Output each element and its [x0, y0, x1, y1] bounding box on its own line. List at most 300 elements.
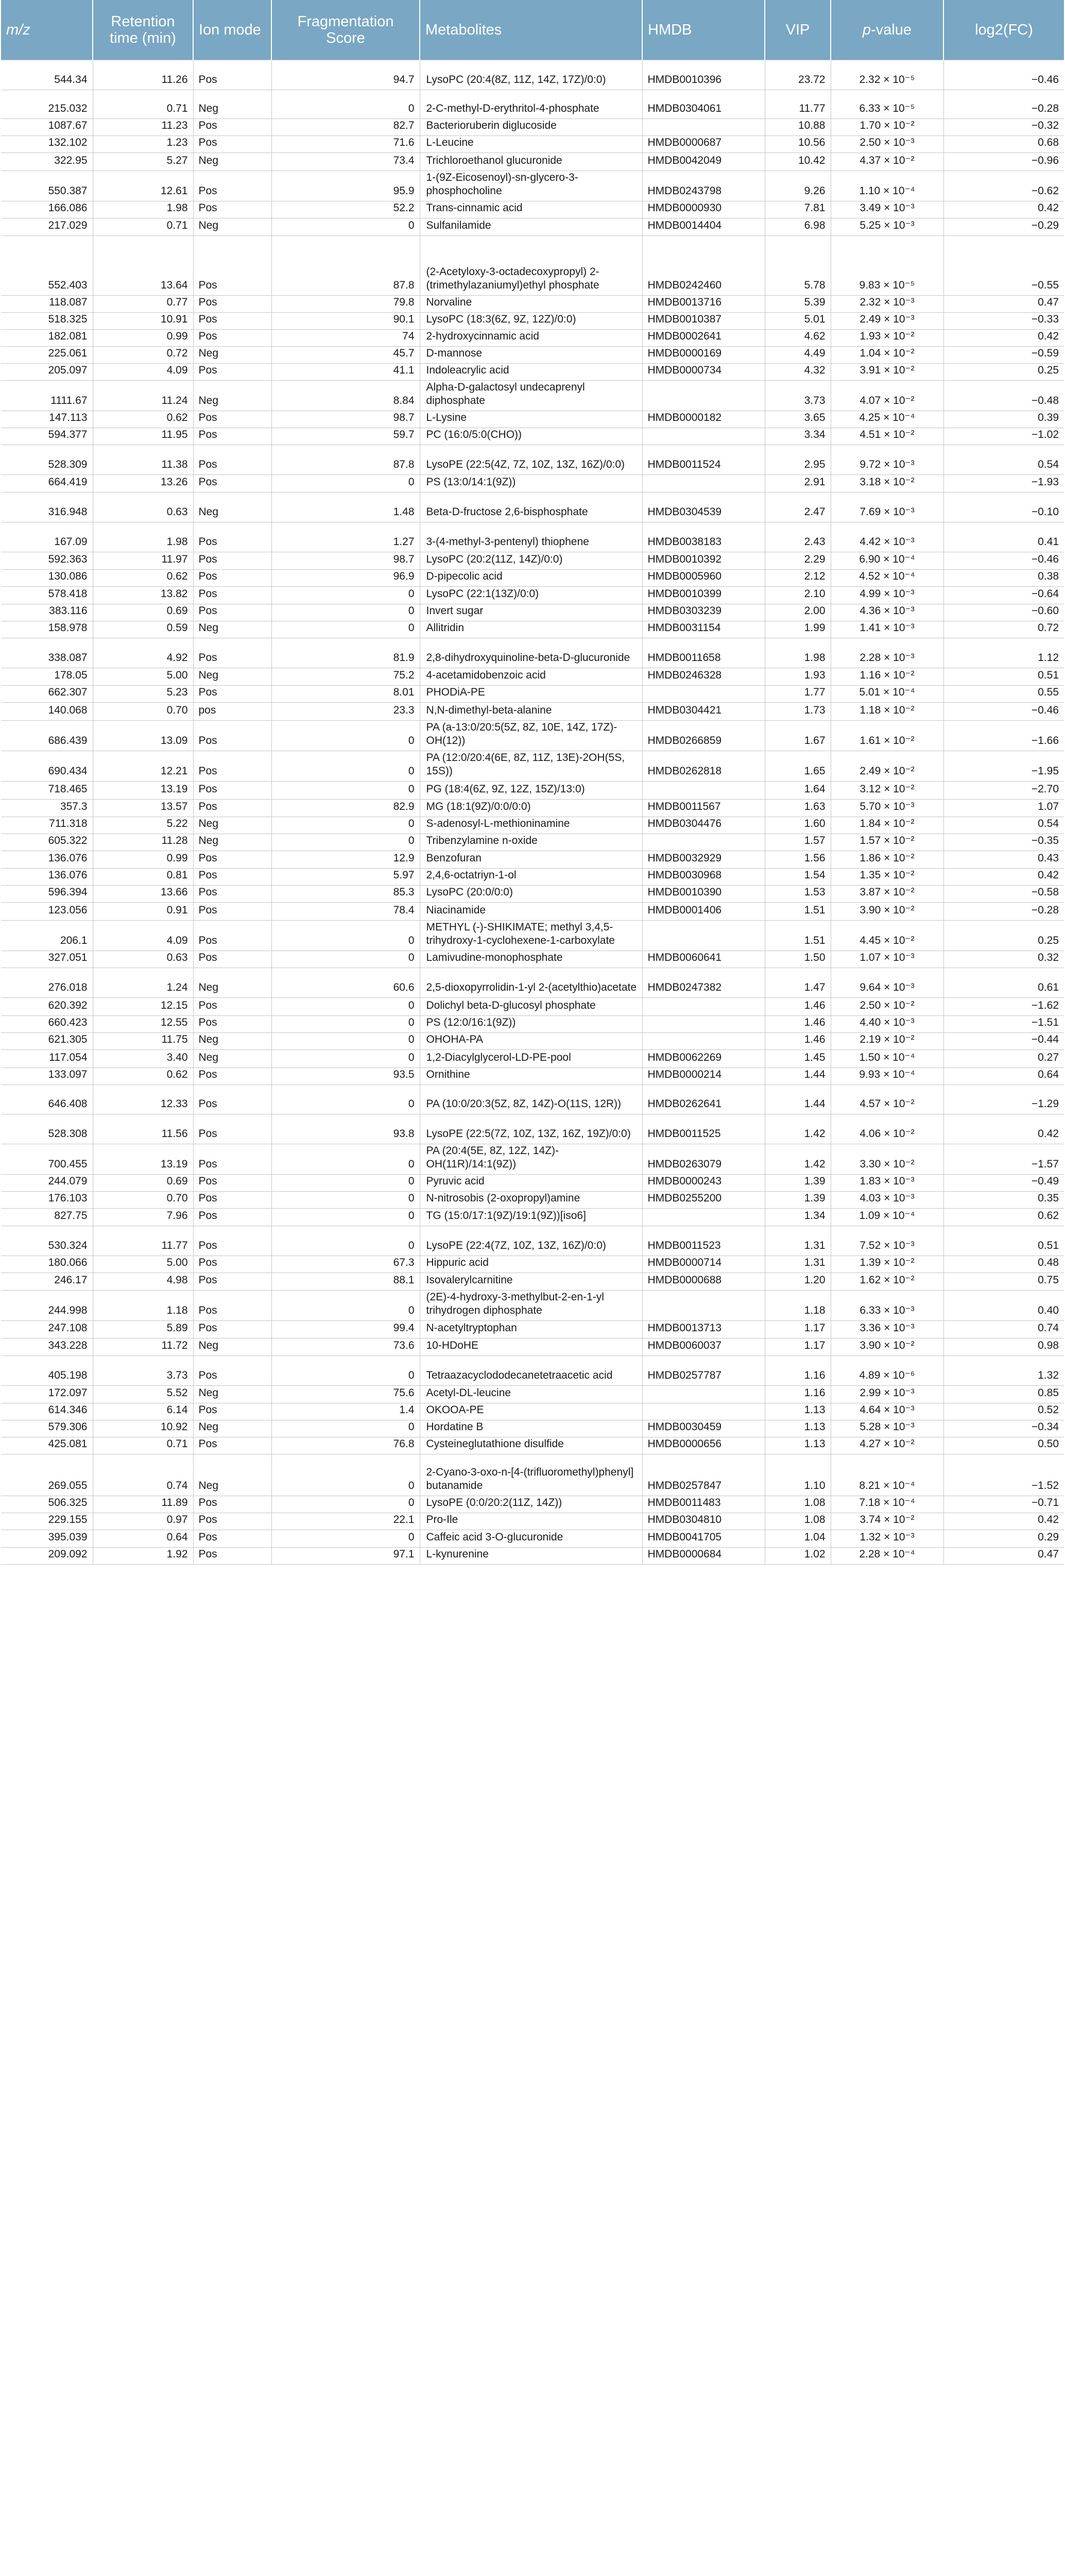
- cell-ion-mode: Pos: [193, 685, 271, 702]
- cell-p-value: 3.74 × 10⁻²: [831, 1513, 943, 1530]
- cell-ion-mode: Pos: [193, 235, 271, 295]
- cell-metabolite: LysoPC (18:3(6Z, 9Z, 12Z)/0:0): [420, 312, 642, 329]
- cell-p-value: 4.40 × 10⁻³: [831, 1015, 943, 1032]
- cell-fragmentation-score: 0: [271, 781, 420, 799]
- cell-mz: 269.055: [1, 1454, 93, 1496]
- cell-fragmentation-score: 0: [271, 1032, 420, 1049]
- cell-vip: 9.26: [765, 171, 831, 201]
- cell-mz: 246.17: [1, 1273, 93, 1290]
- cell-retention-time: 5.00: [93, 1256, 193, 1273]
- cell-retention-time: 0.71: [93, 218, 193, 235]
- cell-hmdb: HMDB0011658: [642, 638, 765, 668]
- table-row: [1, 868, 1064, 885]
- cell-log2fc: 0.35: [943, 1191, 1064, 1208]
- cell-p-value: 3.18 × 10⁻²: [831, 474, 943, 492]
- cell-fragmentation-score: 1.4: [271, 1403, 420, 1420]
- cell-metabolite: PA (12:0/20:4(6E, 8Z, 11Z, 13E)-2OH(5S, 15S)): [420, 751, 642, 781]
- cell-ion-mode: Pos: [193, 1496, 271, 1513]
- cell-p-value: 5.28 × 10⁻³: [831, 1420, 943, 1437]
- cell-metabolite: PG (18:4(6Z, 9Z, 12Z, 15Z)/13:0): [420, 781, 642, 799]
- cell-fragmentation-score: 73.4: [271, 152, 420, 171]
- cell-fragmentation-score: 76.8: [271, 1437, 420, 1454]
- cell-log2fc: 1.32: [943, 1355, 1064, 1385]
- cell-retention-time: 1.98: [93, 201, 193, 218]
- cell-log2fc: 0.98: [943, 1338, 1064, 1355]
- table-row: [1, 90, 1064, 118]
- cell-p-value: 9.83 × 10⁻⁵: [831, 235, 943, 295]
- cell-mz: 518.325: [1, 312, 93, 329]
- cell-hmdb: HMDB0000214: [642, 1067, 765, 1084]
- cell-fragmentation-score: 95.9: [271, 171, 420, 201]
- cell-metabolite: Invert sugar: [420, 604, 642, 621]
- cell-ion-mode: Pos: [193, 1174, 271, 1191]
- table-row: [1, 492, 1064, 522]
- cell-metabolite: Hordatine B: [420, 1420, 642, 1437]
- table-row: [1, 1049, 1064, 1067]
- cell-retention-time: 0.71: [93, 1437, 193, 1454]
- cell-vip: 1.56: [765, 851, 831, 868]
- cell-ion-mode: Pos: [193, 799, 271, 817]
- cell-log2fc: −0.33: [943, 312, 1064, 329]
- cell-p-value: 2.32 × 10⁻⁵: [831, 60, 943, 90]
- cell-mz: 605.322: [1, 834, 93, 851]
- cell-p-value: 1.10 × 10⁻⁴: [831, 171, 943, 201]
- cell-vip: 1.73: [765, 702, 831, 720]
- cell-p-value: 7.52 × 10⁻³: [831, 1226, 943, 1256]
- cell-hmdb: [642, 380, 765, 411]
- cell-fragmentation-score: 0: [271, 621, 420, 638]
- cell-log2fc: −1.51: [943, 1015, 1064, 1032]
- cell-ion-mode: Neg: [193, 1032, 271, 1049]
- cell-metabolite: LysoPE (0:0/20:2(11Z, 14Z)): [420, 1496, 642, 1513]
- table-row: [1, 1256, 1064, 1273]
- cell-metabolite: L-Leucine: [420, 135, 642, 152]
- cell-mz: 711.318: [1, 817, 93, 834]
- cell-log2fc: 0.42: [943, 329, 1064, 346]
- cell-log2fc: 0.42: [943, 1114, 1064, 1144]
- cell-hmdb: HMDB0304476: [642, 817, 765, 834]
- cell-log2fc: −0.44: [943, 1032, 1064, 1049]
- table-row: [1, 638, 1064, 668]
- cell-p-value: 3.90 × 10⁻²: [831, 1338, 943, 1355]
- cell-hmdb: HMDB0011525: [642, 1114, 765, 1144]
- cell-ion-mode: Neg: [193, 1338, 271, 1355]
- cell-vip: 1.10: [765, 1454, 831, 1496]
- cell-fragmentation-score: 1.27: [271, 522, 420, 552]
- cell-fragmentation-score: 0: [271, 1208, 420, 1226]
- cell-vip: 23.72: [765, 60, 831, 90]
- cell-metabolite: LysoPE (22:5(7Z, 10Z, 13Z, 16Z, 19Z)/0:0): [420, 1114, 642, 1144]
- cell-fragmentation-score: 0: [271, 1496, 420, 1513]
- cell-vip: 1.16: [765, 1355, 831, 1385]
- cell-mz: 244.079: [1, 1174, 93, 1191]
- cell-metabolite: (2E)-4-hydroxy-3-methylbut-2-en-1-yl trihydrogen diphosphate: [420, 1290, 642, 1320]
- cell-metabolite: PS (12:0/16:1(9Z)): [420, 1015, 642, 1032]
- table-row: [1, 346, 1064, 363]
- cell-metabolite: Trans-cinnamic acid: [420, 201, 642, 218]
- cell-fragmentation-score: 0: [271, 604, 420, 621]
- cell-ion-mode: Pos: [193, 295, 271, 312]
- cell-log2fc: −0.64: [943, 586, 1064, 604]
- cell-hmdb: HMDB0304810: [642, 1513, 765, 1530]
- cell-p-value: 4.27 × 10⁻²: [831, 1437, 943, 1454]
- cell-mz: 530.324: [1, 1226, 93, 1256]
- cell-log2fc: −1.93: [943, 474, 1064, 492]
- cell-hmdb: HMDB0304061: [642, 90, 765, 118]
- cell-hmdb: HMDB0014404: [642, 218, 765, 235]
- cell-mz: 528.309: [1, 445, 93, 474]
- header-vip: VIP: [765, 0, 831, 60]
- cell-retention-time: 13.64: [93, 235, 193, 295]
- cell-fragmentation-score: 98.7: [271, 552, 420, 569]
- cell-fragmentation-score: 0: [271, 474, 420, 492]
- cell-hmdb: [642, 1208, 765, 1226]
- cell-hmdb: HMDB0303239: [642, 604, 765, 621]
- cell-hmdb: HMDB0011483: [642, 1496, 765, 1513]
- cell-metabolite: 2,8-dihydroxyquinoline-beta-D-glucuronide: [420, 638, 642, 668]
- table-row: [1, 329, 1064, 346]
- cell-metabolite: TG (15:0/17:1(9Z)/19:1(9Z))[iso6]: [420, 1208, 642, 1226]
- cell-hmdb: HMDB0041705: [642, 1530, 765, 1547]
- cell-log2fc: −1.57: [943, 1144, 1064, 1174]
- cell-p-value: 4.57 × 10⁻²: [831, 1084, 943, 1114]
- cell-fragmentation-score: 0: [271, 586, 420, 604]
- table-row: [1, 720, 1064, 751]
- cell-ion-mode: Pos: [193, 201, 271, 218]
- cell-retention-time: 0.63: [93, 492, 193, 522]
- cell-metabolite: Pro-Ile: [420, 1513, 642, 1530]
- cell-ion-mode: Pos: [193, 363, 271, 380]
- cell-p-value: 4.37 × 10⁻²: [831, 152, 943, 171]
- cell-fragmentation-score: 0: [271, 1015, 420, 1032]
- cell-metabolite: D-mannose: [420, 346, 642, 363]
- cell-ion-mode: Pos: [193, 638, 271, 668]
- cell-vip: 1.64: [765, 781, 831, 799]
- cell-hmdb: HMDB0011524: [642, 445, 765, 474]
- cell-metabolite: PA (20:4(5E, 8Z, 12Z, 14Z)-OH(11R)/14:1(9Z)): [420, 1144, 642, 1174]
- cell-p-value: 9.93 × 10⁻⁴: [831, 1067, 943, 1084]
- cell-fragmentation-score: 0: [271, 1530, 420, 1547]
- cell-retention-time: 0.99: [93, 851, 193, 868]
- cell-hmdb: HMDB0255200: [642, 1191, 765, 1208]
- header-hmdb: HMDB: [642, 0, 765, 60]
- cell-vip: 7.81: [765, 201, 831, 218]
- cell-retention-time: 5.52: [93, 1385, 193, 1403]
- cell-fragmentation-score: 60.6: [271, 968, 420, 997]
- table-row: [1, 1290, 1064, 1320]
- cell-fragmentation-score: 93.8: [271, 1114, 420, 1144]
- cell-ion-mode: Neg: [193, 218, 271, 235]
- cell-log2fc: 0.43: [943, 851, 1064, 868]
- cell-log2fc: 0.54: [943, 445, 1064, 474]
- cell-vip: 1.16: [765, 1385, 831, 1403]
- cell-log2fc: −0.46: [943, 552, 1064, 569]
- table-row: [1, 781, 1064, 799]
- cell-metabolite: PHODiA-PE: [420, 685, 642, 702]
- cell-mz: 544.34: [1, 60, 93, 90]
- cell-hmdb: HMDB0010399: [642, 586, 765, 604]
- cell-fragmentation-score: 0: [271, 1454, 420, 1496]
- cell-fragmentation-score: 0: [271, 1290, 420, 1320]
- cell-retention-time: 0.74: [93, 1454, 193, 1496]
- cell-metabolite: LysoPC (20:2(11Z, 14Z)/0:0): [420, 552, 642, 569]
- cell-retention-time: 11.77: [93, 1226, 193, 1256]
- cell-mz: 209.092: [1, 1547, 93, 1564]
- cell-vip: 1.18: [765, 1290, 831, 1320]
- cell-vip: 1.46: [765, 1015, 831, 1032]
- cell-metabolite: Lamivudine-monophosphate: [420, 951, 642, 968]
- cell-vip: 1.57: [765, 834, 831, 851]
- table-row: [1, 522, 1064, 552]
- header-metabolites: Metabolites: [420, 0, 642, 60]
- cell-hmdb: HMDB0263079: [642, 1144, 765, 1174]
- cell-vip: 1.39: [765, 1191, 831, 1208]
- table-row: [1, 474, 1064, 492]
- cell-hmdb: HMDB0304539: [642, 492, 765, 522]
- cell-retention-time: 13.09: [93, 720, 193, 751]
- cell-p-value: 1.41 × 10⁻³: [831, 621, 943, 638]
- cell-metabolite: N,N-dimethyl-beta-alanine: [420, 702, 642, 720]
- cell-fragmentation-score: 99.4: [271, 1320, 420, 1338]
- cell-ion-mode: Pos: [193, 1067, 271, 1084]
- table-row: [1, 60, 1064, 90]
- cell-mz: 316.948: [1, 492, 93, 522]
- cell-retention-time: 5.89: [93, 1320, 193, 1338]
- cell-mz: 327.051: [1, 951, 93, 968]
- cell-p-value: 1.09 × 10⁻⁴: [831, 1208, 943, 1226]
- cell-ion-mode: Pos: [193, 118, 271, 135]
- cell-mz: 338.087: [1, 638, 93, 668]
- cell-vip: 10.88: [765, 118, 831, 135]
- cell-vip: 1.31: [765, 1256, 831, 1273]
- cell-log2fc: −0.59: [943, 346, 1064, 363]
- cell-fragmentation-score: 93.5: [271, 1067, 420, 1084]
- table-row: [1, 834, 1064, 851]
- header-row: [1, 0, 1064, 60]
- cell-vip: 2.29: [765, 552, 831, 569]
- cell-vip: 4.62: [765, 329, 831, 346]
- cell-hmdb: [642, 920, 765, 951]
- cell-mz: 395.039: [1, 1530, 93, 1547]
- cell-hmdb: HMDB0010396: [642, 60, 765, 90]
- cell-ion-mode: Pos: [193, 720, 271, 751]
- cell-log2fc: −1.29: [943, 1084, 1064, 1114]
- cell-ion-mode: Pos: [193, 997, 271, 1015]
- cell-ion-mode: Pos: [193, 1015, 271, 1032]
- cell-ion-mode: Pos: [193, 604, 271, 621]
- cell-fragmentation-score: 96.9: [271, 569, 420, 586]
- cell-fragmentation-score: 8.84: [271, 380, 420, 411]
- cell-retention-time: 4.09: [93, 363, 193, 380]
- cell-log2fc: 0.54: [943, 817, 1064, 834]
- table-row: [1, 1144, 1064, 1174]
- cell-vip: 5.78: [765, 235, 831, 295]
- cell-vip: 1.34: [765, 1208, 831, 1226]
- cell-vip: 11.77: [765, 90, 831, 118]
- cell-fragmentation-score: 45.7: [271, 346, 420, 363]
- metabolite-table: [1, 0, 1064, 1565]
- cell-mz: 592.363: [1, 552, 93, 569]
- cell-metabolite: D-pipecolic acid: [420, 569, 642, 586]
- cell-mz: 158.978: [1, 621, 93, 638]
- cell-retention-time: 11.28: [93, 834, 193, 851]
- cell-vip: 1.46: [765, 1032, 831, 1049]
- table-row: [1, 902, 1064, 920]
- cell-ion-mode: Pos: [193, 1114, 271, 1144]
- cell-ion-mode: Pos: [193, 951, 271, 968]
- cell-p-value: 4.42 × 10⁻³: [831, 522, 943, 552]
- cell-hmdb: HMDB0011523: [642, 1226, 765, 1256]
- table-row: [1, 1015, 1064, 1032]
- cell-retention-time: 13.66: [93, 885, 193, 902]
- cell-vip: 1.17: [765, 1338, 831, 1355]
- cell-mz: 130.086: [1, 569, 93, 586]
- cell-vip: 1.47: [765, 968, 831, 997]
- cell-hmdb: HMDB0010392: [642, 552, 765, 569]
- cell-fragmentation-score: 0: [271, 218, 420, 235]
- cell-retention-time: 11.23: [93, 118, 193, 135]
- table-row: [1, 363, 1064, 380]
- cell-fragmentation-score: 75.6: [271, 1385, 420, 1403]
- cell-retention-time: 13.19: [93, 781, 193, 799]
- table-row: [1, 920, 1064, 951]
- cell-p-value: 3.90 × 10⁻²: [831, 902, 943, 920]
- cell-mz: 136.076: [1, 868, 93, 885]
- cell-mz: 1111.67: [1, 380, 93, 411]
- cell-metabolite: Tribenzylamine n-oxide: [420, 834, 642, 851]
- table-row: [1, 1174, 1064, 1191]
- cell-hmdb: HMDB0257847: [642, 1454, 765, 1496]
- cell-fragmentation-score: 78.4: [271, 902, 420, 920]
- cell-retention-time: 1.92: [93, 1547, 193, 1564]
- cell-retention-time: 11.38: [93, 445, 193, 474]
- cell-metabolite: Tetraazacyclododecanetetraacetic acid: [420, 1355, 642, 1385]
- cell-metabolite: 2,4,6-octatriyn-1-ol: [420, 868, 642, 885]
- cell-retention-time: 11.24: [93, 380, 193, 411]
- cell-fragmentation-score: 67.3: [271, 1256, 420, 1273]
- cell-mz: 180.066: [1, 1256, 93, 1273]
- table-header: [1, 0, 1064, 60]
- table-row: [1, 951, 1064, 968]
- cell-p-value: 2.32 × 10⁻³: [831, 295, 943, 312]
- cell-metabolite: OHOHA-PA: [420, 1032, 642, 1049]
- cell-hmdb: HMDB0000684: [642, 1547, 765, 1564]
- cell-log2fc: −1.52: [943, 1454, 1064, 1496]
- cell-metabolite: Sulfanilamide: [420, 218, 642, 235]
- cell-metabolite: 2-Cyano-3-oxo-n-[4-(trifluoromethyl)phenyl] butanamide: [420, 1454, 642, 1496]
- cell-p-value: 6.90 × 10⁻⁴: [831, 552, 943, 569]
- cell-mz: 123.056: [1, 902, 93, 920]
- cell-mz: 718.465: [1, 781, 93, 799]
- cell-fragmentation-score: 52.2: [271, 201, 420, 218]
- cell-p-value: 5.25 × 10⁻³: [831, 218, 943, 235]
- cell-p-value: 4.89 × 10⁻⁶: [831, 1355, 943, 1385]
- cell-p-value: 4.06 × 10⁻²: [831, 1114, 943, 1144]
- table-row: [1, 1320, 1064, 1338]
- cell-vip: 1.77: [765, 685, 831, 702]
- cell-mz: 225.061: [1, 346, 93, 363]
- cell-ion-mode: Pos: [193, 312, 271, 329]
- cell-log2fc: 0.75: [943, 1273, 1064, 1290]
- cell-retention-time: 0.97: [93, 1513, 193, 1530]
- cell-fragmentation-score: 59.7: [271, 428, 420, 445]
- cell-metabolite: Cysteineglutathione disulfide: [420, 1437, 642, 1454]
- cell-vip: 1.51: [765, 902, 831, 920]
- cell-fragmentation-score: 90.1: [271, 312, 420, 329]
- cell-retention-time: 4.92: [93, 638, 193, 668]
- cell-log2fc: 0.52: [943, 1403, 1064, 1420]
- cell-retention-time: 0.70: [93, 1191, 193, 1208]
- cell-vip: 2.47: [765, 492, 831, 522]
- cell-hmdb: HMDB0000687: [642, 135, 765, 152]
- cell-p-value: 1.70 × 10⁻²: [831, 118, 943, 135]
- cell-ion-mode: Pos: [193, 1226, 271, 1256]
- table-row: [1, 118, 1064, 135]
- cell-ion-mode: Pos: [193, 1530, 271, 1547]
- cell-p-value: 3.49 × 10⁻³: [831, 201, 943, 218]
- cell-metabolite: LysoPC (20:4(8Z, 11Z, 14Z, 17Z)/0:0): [420, 60, 642, 90]
- cell-vip: 1.13: [765, 1420, 831, 1437]
- cell-retention-time: 1.18: [93, 1290, 193, 1320]
- cell-mz: 827.75: [1, 1208, 93, 1226]
- cell-fragmentation-score: 41.1: [271, 363, 420, 380]
- cell-fragmentation-score: 0: [271, 1174, 420, 1191]
- cell-mz: 690.434: [1, 751, 93, 781]
- cell-vip: 2.10: [765, 586, 831, 604]
- cell-metabolite: L-Lysine: [420, 411, 642, 428]
- cell-fragmentation-score: 0: [271, 1144, 420, 1174]
- table-row: [1, 586, 1064, 604]
- cell-hmdb: HMDB0011567: [642, 799, 765, 817]
- cell-log2fc: 0.25: [943, 363, 1064, 380]
- cell-mz: 662.307: [1, 685, 93, 702]
- cell-p-value: 2.50 × 10⁻²: [831, 997, 943, 1015]
- cell-log2fc: 0.50: [943, 1437, 1064, 1454]
- cell-fragmentation-score: 87.8: [271, 235, 420, 295]
- cell-hmdb: HMDB0262818: [642, 751, 765, 781]
- cell-retention-time: 5.22: [93, 817, 193, 834]
- cell-p-value: 1.07 × 10⁻³: [831, 951, 943, 968]
- cell-log2fc: 1.12: [943, 638, 1064, 668]
- table-row: [1, 445, 1064, 474]
- cell-vip: 4.32: [765, 363, 831, 380]
- cell-mz: 383.116: [1, 604, 93, 621]
- cell-ion-mode: Pos: [193, 1355, 271, 1385]
- cell-p-value: 1.39 × 10⁻²: [831, 1256, 943, 1273]
- cell-p-value: 7.69 × 10⁻³: [831, 492, 943, 522]
- table-row: [1, 428, 1064, 445]
- cell-hmdb: [642, 474, 765, 492]
- cell-log2fc: 0.74: [943, 1320, 1064, 1338]
- cell-p-value: 4.07 × 10⁻²: [831, 380, 943, 411]
- cell-mz: 215.032: [1, 90, 93, 118]
- cell-p-value: 3.30 × 10⁻²: [831, 1144, 943, 1174]
- cell-fragmentation-score: 0: [271, 751, 420, 781]
- cell-p-value: 2.28 × 10⁻³: [831, 638, 943, 668]
- cell-fragmentation-score: 0: [271, 920, 420, 951]
- cell-mz: 1087.67: [1, 118, 93, 135]
- cell-mz: 136.076: [1, 851, 93, 868]
- cell-metabolite: PA (a-13:0/20:5(5Z, 8Z, 10E, 14Z, 17Z)-OH(12)): [420, 720, 642, 751]
- cell-vip: 1.53: [765, 885, 831, 902]
- cell-log2fc: −0.32: [943, 118, 1064, 135]
- cell-fragmentation-score: 1.48: [271, 492, 420, 522]
- table-row: [1, 885, 1064, 902]
- cell-mz: 660.423: [1, 1015, 93, 1032]
- cell-fragmentation-score: 0: [271, 817, 420, 834]
- cell-log2fc: 0.51: [943, 1226, 1064, 1256]
- cell-mz: 357.3: [1, 799, 93, 817]
